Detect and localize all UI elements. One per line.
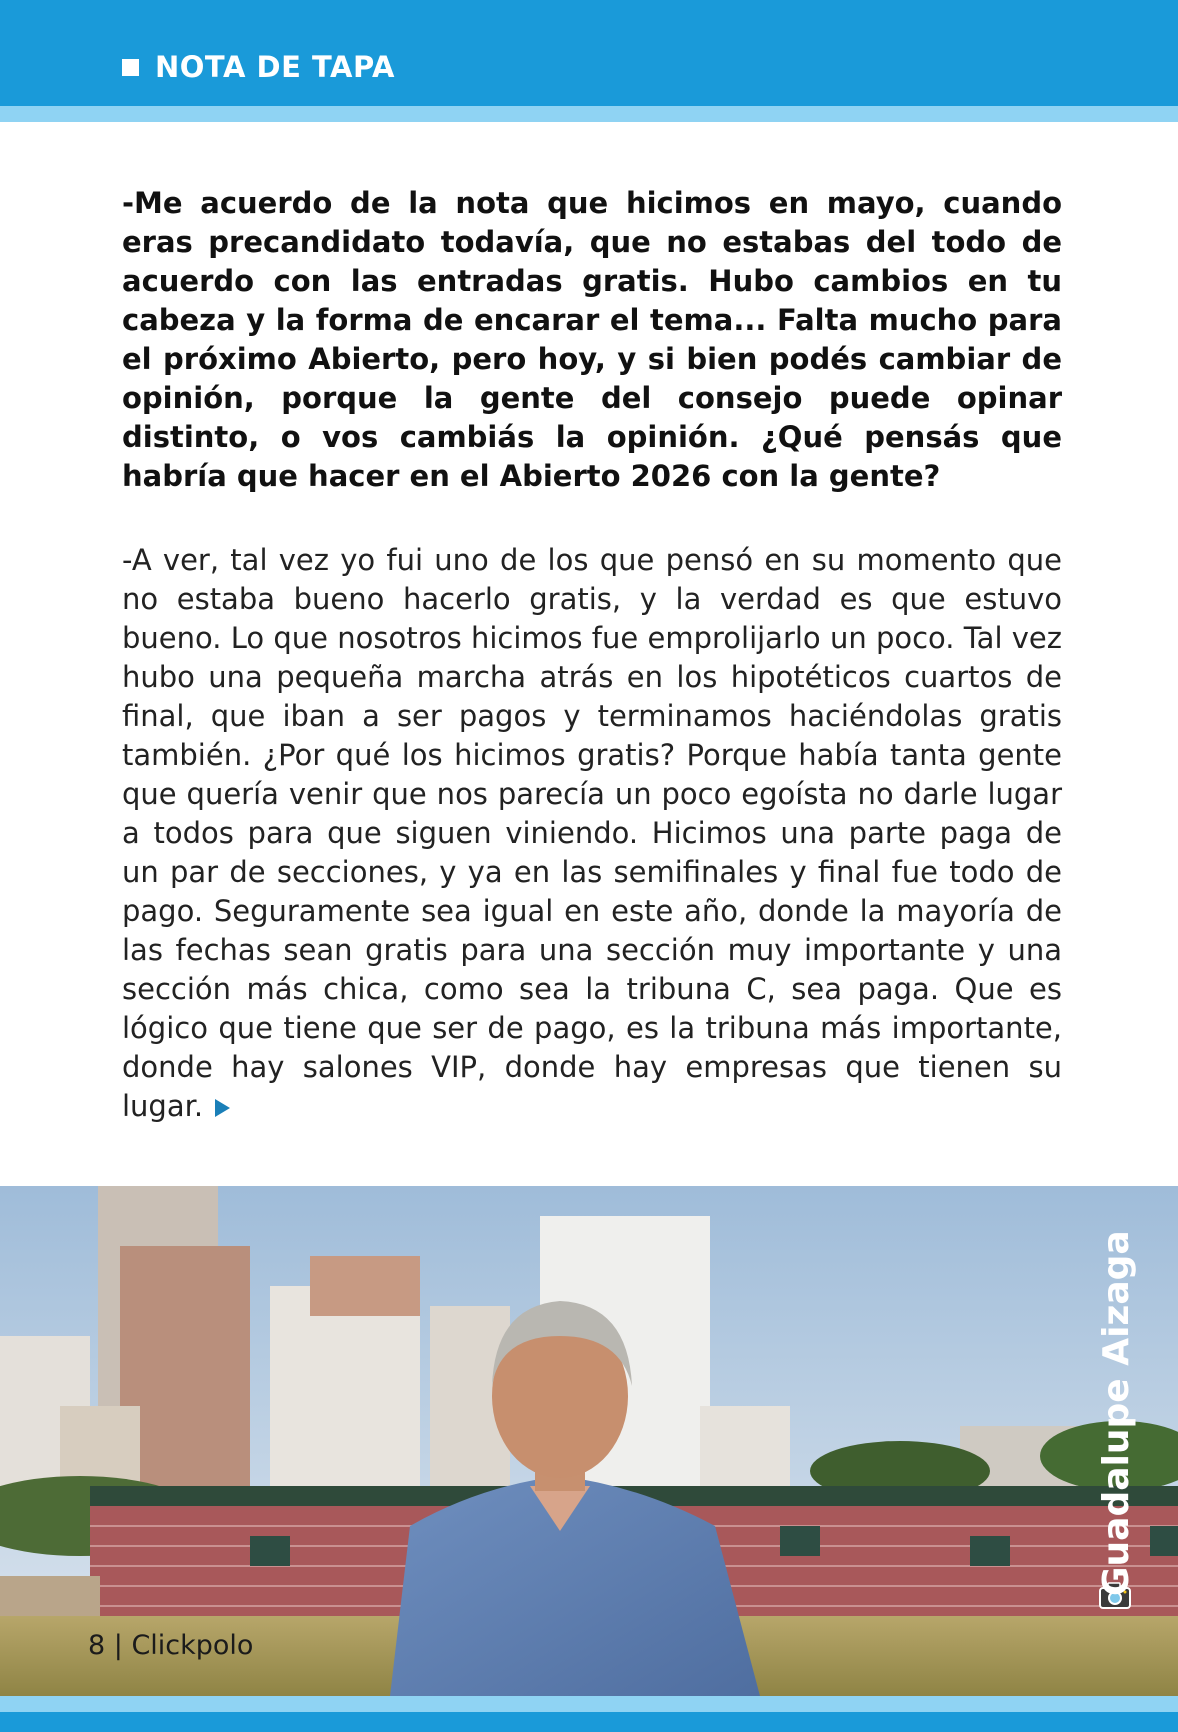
square-bullet-icon (122, 59, 139, 76)
photo-credit: Guadalupe Aizaga (1096, 1230, 1137, 1596)
section-label-text: NOTA DE TAPA (155, 50, 395, 84)
footer-bar (0, 1712, 1178, 1732)
page-number: 8 | Clickpolo (88, 1630, 254, 1661)
play-arrow-icon (215, 1099, 230, 1117)
header-stripe (0, 106, 1178, 122)
cover-photo (0, 1186, 1178, 1696)
section-label (122, 50, 395, 84)
footer-stripe (0, 1696, 1178, 1712)
photo-illustration (0, 1186, 1178, 1696)
article-body (122, 184, 1062, 1126)
interview-question: -Me acuerdo de la nota que hicimos en mayo, cuando eras precandidato todavía, que no estabas del todo de acuerdo con las entradas gratis. Hubo cambios en tu cabeza y la forma de encarar el tema... Falta mucho para el próximo Abierto, pero hoy, y si bien podés cambiar de opinión, porque la gente del consejo puede opinar distinto, o vos cambiás la opinión. ¿Qué pensás que habría que hacer en el Abierto 2026 con la gente? (122, 186, 1062, 493)
answer-text: -A ver, tal vez yo fui uno de los que pensó en su momento que no estaba bueno hacerlo gratis, y la verdad es que estuvo bueno. Lo que nosotros hicimos fue emprolijarlo un poco. Tal vez hubo una pequeña marcha atrás en los hipotéticos cuartos de final, que iban a ser pagos y terminamos haciéndolas gratis también. ¿Por qué los hicimos gratis? Porque había tanta gente que quería venir que nos parecía un poco egoísta no darle lugar a todos para que siguen viniendo. Hicimos una parte paga de un par de secciones, y ya en las semifinales y final fue todo de pago. Seguramente sea igual en este año, donde la mayoría de las fechas sean gratis para una sección muy importante y una sección más chica, como sea la tribuna C, sea paga. Que es lógico que tiene que ser de pago, es la tribuna más importante, donde hay salones VIP, donde hay empresas que tienen su lugar. (122, 543, 1062, 1123)
interview-answer (122, 541, 1062, 1126)
